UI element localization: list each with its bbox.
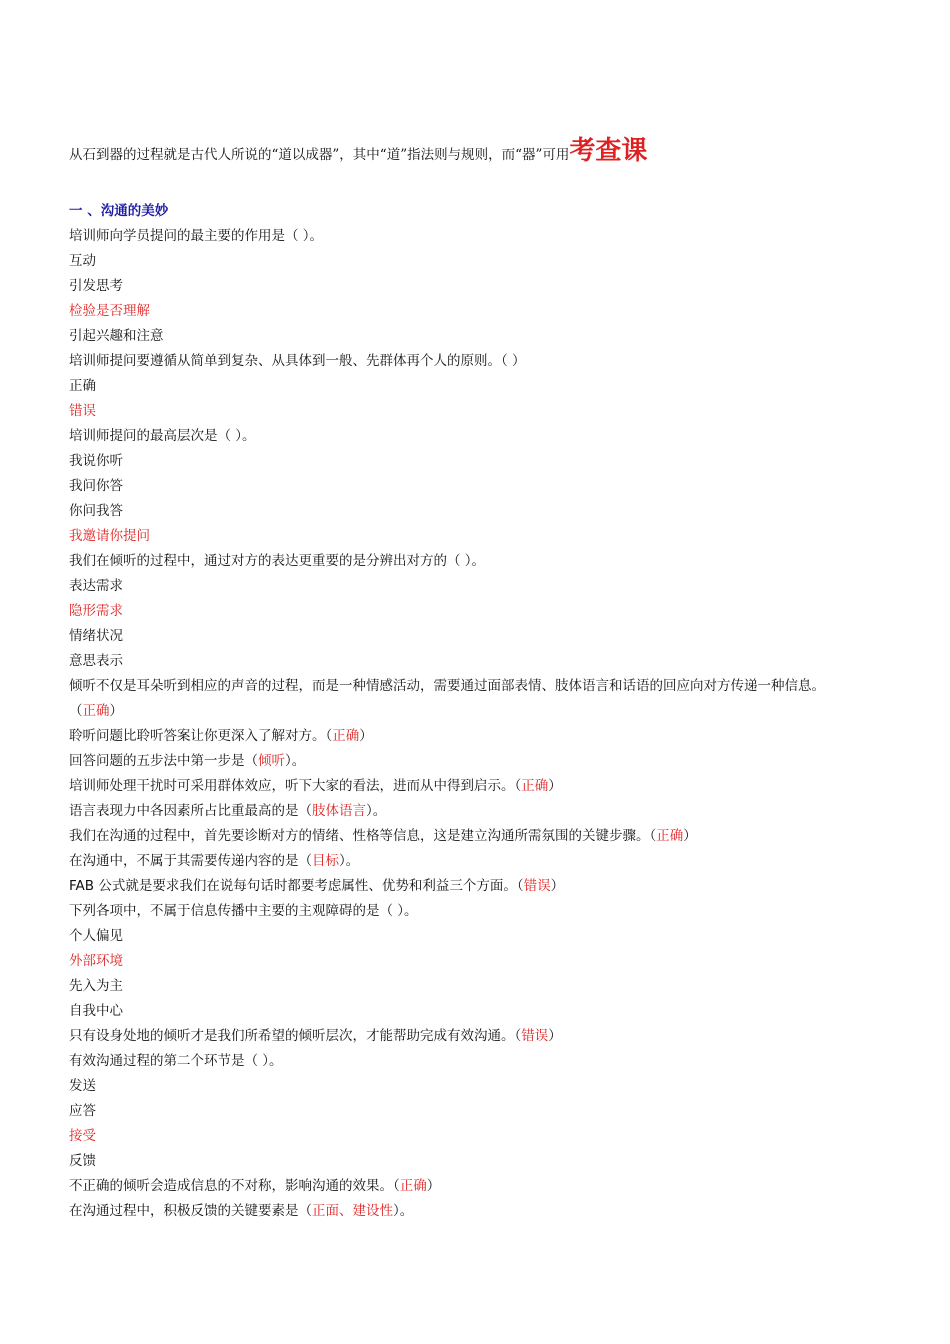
statement-closing: ） xyxy=(359,728,373,744)
statement-closing: ）。 xyxy=(393,1203,414,1219)
question-list xyxy=(69,224,929,1224)
answer-option: 我问你答 xyxy=(69,478,123,494)
statement-closing: ）。 xyxy=(366,803,387,819)
intro-highlight: 考查课 xyxy=(569,136,648,166)
answer-option: 我说你听 xyxy=(69,453,123,469)
inline-answer: 正确 xyxy=(332,728,360,744)
answer-option: 自我中心 xyxy=(69,1003,123,1019)
inline-answer: 错误 xyxy=(521,1028,549,1044)
statement-closing: ） xyxy=(548,778,562,794)
intro-paragraph xyxy=(69,128,929,178)
statement-line xyxy=(69,749,929,774)
statement-text: （ xyxy=(69,703,83,719)
correct-answer-option: 错误 xyxy=(69,403,96,419)
statement-text: 公式就是要求我们在说每句话时都要考虑属性、优势和利益三个方面。（ xyxy=(94,878,524,894)
inline-answer: 正确 xyxy=(521,778,549,794)
correct-answer-option: 我邀请你提问 xyxy=(69,528,150,544)
question-line: 倾听不仅是耳朵听到相应的声音的过程，而是一种情感活动，需要通过面部表情、肢体语言和话语的回应向对方传递一种信息。 xyxy=(69,678,825,694)
correct-answer-option: 外部环境 xyxy=(69,953,123,969)
statement-text: 我们在沟通的过程中，首先要诊断对方的情绪、性格等信息，这是建立沟通所需氛围的关键步骤。（ xyxy=(69,828,657,844)
answer-option: 正确 xyxy=(69,378,96,394)
statement-line xyxy=(69,849,929,874)
section-title: 一 、沟通的美妙 xyxy=(69,203,169,219)
inline-answer: 错误 xyxy=(523,878,551,894)
statement-line xyxy=(69,699,929,724)
statement-line xyxy=(69,1199,929,1224)
answer-option: 表达需求 xyxy=(69,578,123,594)
question-line: 有效沟通过程的第二个环节是（ ）。 xyxy=(69,1053,283,1069)
statement-line xyxy=(69,1174,929,1199)
correct-answer-option: 检验是否理解 xyxy=(69,303,150,319)
statement-text: 培训师处理干扰时可采用群体效应，听下大家的看法，进而从中得到启示。（ xyxy=(69,778,522,794)
intro-text: 从石到器的过程就是古代人所说的“道以成器”，其中“道”指法则与规则，而“器”可用 xyxy=(69,147,570,163)
answer-option: 互动 xyxy=(69,253,96,269)
statement-line xyxy=(69,874,929,899)
question-line: 培训师向学员提问的最主要的作用是（ ）。 xyxy=(69,228,324,244)
correct-answer-option: 隐形需求 xyxy=(69,603,123,619)
statement-text: 聆听问题比聆听答案让你更深入了解对方。（ xyxy=(69,728,333,744)
statement-closing: ）。 xyxy=(339,853,360,869)
question-line: 培训师提问要遵循从简单到复杂、从具体到一般、先群体再个人的原则。（ ） xyxy=(69,353,526,369)
answer-option: 发送 xyxy=(69,1078,96,1094)
statement-line xyxy=(69,824,929,849)
statement-line xyxy=(69,724,929,749)
answer-option: 情绪状况 xyxy=(69,628,123,644)
inline-answer: 倾听 xyxy=(258,753,285,769)
answer-option: 先入为主 xyxy=(69,978,123,994)
answer-option: 意思表示 xyxy=(69,653,123,669)
inline-answer: 正确 xyxy=(656,828,684,844)
statement-text: 在沟通过程中，积极反馈的关键要素是（ xyxy=(69,1203,312,1219)
statement-line xyxy=(69,799,929,824)
statement-line xyxy=(69,774,929,799)
answer-option: 反馈 xyxy=(69,1153,96,1169)
correct-answer-option: 接受 xyxy=(69,1128,96,1144)
statement-text: 在沟通中，不属于其需要传递内容的是（ xyxy=(69,853,312,869)
statement-text: 语言表现力中各因素所占比重最高的是（ xyxy=(69,803,312,819)
answer-option: 应答 xyxy=(69,1103,96,1119)
statement-line xyxy=(69,1024,929,1049)
statement-closing: ） xyxy=(548,1028,562,1044)
statement-closing: ） xyxy=(109,703,123,719)
inline-answer: 正确 xyxy=(82,703,110,719)
question-line: 培训师提问的最高层次是（ ）。 xyxy=(69,428,256,444)
answer-option: 个人偏见 xyxy=(69,928,123,944)
answer-option: 引发思考 xyxy=(69,278,123,294)
answer-option: 你问我答 xyxy=(69,503,123,519)
statement-closing: ） xyxy=(683,828,697,844)
statement-text: 回答问题的五步法中第一步是（ xyxy=(69,753,258,769)
statement-text: 只有设身处地的倾听才是我们所希望的倾听层次，才能帮助完成有效沟通。（ xyxy=(69,1028,522,1044)
statement-closing: ）。 xyxy=(285,753,306,769)
question-line: 下列各项中，不属于信息传播中主要的主观障碍的是（ ）。 xyxy=(69,903,418,919)
inline-answer: 肢体语言 xyxy=(312,803,366,819)
statement-closing: ） xyxy=(426,1178,441,1194)
inline-answer: 目标 xyxy=(312,853,339,869)
inline-answer: 正确 xyxy=(399,1178,427,1194)
answer-option: 引起兴趣和注意 xyxy=(69,328,164,344)
inline-answer: 正面、建设性 xyxy=(312,1203,393,1219)
statement-text: 不正确的倾听会造成信息的不对称，影响沟通的效果。（ xyxy=(69,1178,400,1194)
statement-acronym: FAB xyxy=(69,878,95,894)
statement-closing: ） xyxy=(550,878,565,894)
question-line: 我们在倾听的过程中，通过对方的表达更重要的是分辨出对方的（ ）。 xyxy=(69,553,486,569)
